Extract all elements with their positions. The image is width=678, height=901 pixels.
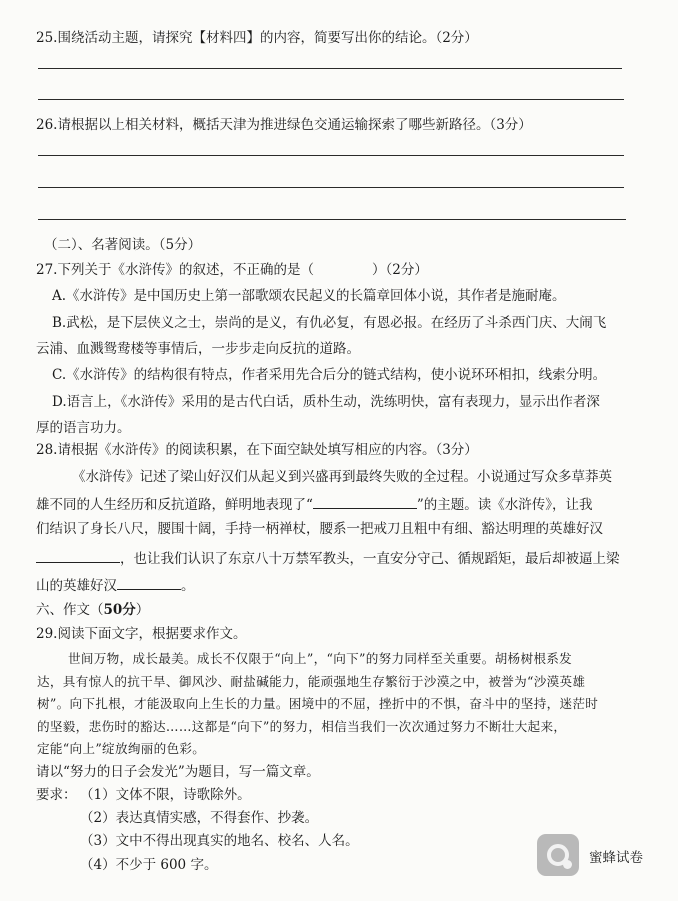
q28-paragraph-line5 bbox=[36, 575, 195, 595]
q28-paragraph-line1: 《水浒传》记述了梁山好汉们从起义到兴盛再到最终失败的全过程。小说通过写众多草莽英 bbox=[72, 469, 612, 485]
section-6-points: 50分 bbox=[103, 602, 136, 618]
q28-text: 。 bbox=[181, 578, 195, 594]
question-28: 28.请根据《水浒传》的阅读积累，在下面空缺处填写相应的内容。（3分） bbox=[36, 442, 478, 458]
essay-material-line5: 定能“向上”绽放绚丽的色彩。 bbox=[37, 741, 206, 756]
answer-line bbox=[38, 68, 622, 69]
question-27-score: ）（2分） bbox=[371, 262, 428, 278]
option-c: C.《水浒传》的结构很有特点，作者采用先合后分的链式结构，使小说环环相扣，线索分明。 bbox=[52, 367, 607, 383]
option-d-line1: D.语言上，《水浒传》采用的是古代白话，质朴生动，洗练明快，富有表现力，显示出作者深 bbox=[52, 394, 600, 410]
section-title-classics: （二）、名著阅读。（5分） bbox=[44, 237, 202, 253]
fill-blank-hero-2[interactable] bbox=[117, 575, 181, 590]
question-27-stem: 27.下列关于《水浒传》的叙述，不正确的是（ bbox=[36, 262, 314, 278]
essay-material-line3: 树”。向下扎根，才能汲取向上生长的力量。困境中的不屈，挫折中的不惧，奋斗中的坚持，迷茫时 bbox=[37, 696, 599, 711]
question-27 bbox=[36, 261, 428, 279]
option-b-line2: 云浦、血溅鸳鸯楼等事情后，一步步走向反抗的道路。 bbox=[36, 341, 360, 357]
requirements-label: 要求： bbox=[36, 787, 77, 803]
fill-blank-hero-1[interactable] bbox=[36, 548, 120, 563]
q28-text: ”的主题。读《水浒传》，让我 bbox=[416, 497, 593, 513]
q28-text: 山的英雄好汉 bbox=[36, 578, 117, 594]
essay-material-line2: 达，具有惊人的抗干旱、御风沙、耐盐碱能力，能顽强地生存繁衍于沙漠之中，被誉为“沙漠英雄 bbox=[37, 674, 586, 689]
section-6-label: 六、作文（ bbox=[36, 602, 104, 618]
answer-line bbox=[38, 219, 626, 220]
requirement-2: （2）表达真情实感，不得套作、抄袭。 bbox=[80, 810, 319, 826]
section-title-composition bbox=[36, 601, 149, 619]
q28-text: 雄不同的人生经历和反抗道路，鲜明地表现了“ bbox=[36, 497, 313, 513]
q28-paragraph-line4 bbox=[36, 548, 620, 568]
q28-text: ，也让我们认识了东京八十万禁军教头，一直安分守己、循规蹈矩，最后却被逼上梁 bbox=[120, 551, 620, 567]
option-a: A.《水浒传》是中国历史上第一部歌颂农民起义的长篇章回体小说，其作者是施耐庵。 bbox=[52, 288, 566, 304]
q28-paragraph-line3: 们结识了身长八尺，腰围十阔，手持一柄禅杖，腰系一把戒刀且粗中有细、豁达明理的英雄好汉 bbox=[36, 521, 603, 537]
requirement-3: （3）文中不得出现真实的地名、校名、人名。 bbox=[80, 833, 359, 849]
essay-material-line4: 的坚毅，悲伤时的豁达……这都是“向下”的努力，相信当我们一次次通过努力不断壮大起来， bbox=[37, 719, 567, 734]
fill-blank-theme[interactable] bbox=[313, 494, 417, 509]
option-b-line1: B.武松，是下层侠义之士，崇尚的是义，有仇必复，有恩必报。在经历了斗杀西门庆、大闹飞 bbox=[52, 315, 607, 331]
question-25: 25.围绕活动主题，请探究【材料四】的内容，简要写出你的结论。（2分） bbox=[36, 30, 478, 46]
essay-material-line1: 世间万物，成长最美。成长不仅限于“向上”，“向下”的努力同样至关重要。胡杨树根系发 bbox=[68, 651, 573, 666]
question-26: 26.请根据以上相关材料，概括天津为推进绿色交通运输探索了哪些新路径。（3分） bbox=[36, 117, 532, 133]
section-6-close: ） bbox=[135, 602, 150, 618]
option-d-line2: 厚的语言功力。 bbox=[36, 420, 131, 436]
requirement-4: （4）不少于 600 字。 bbox=[80, 857, 218, 873]
answer-line bbox=[38, 99, 624, 100]
answer-line bbox=[38, 187, 624, 188]
essay-prompt: 请以“努力的日子会发光”为题目，写一篇文章。 bbox=[36, 764, 320, 780]
requirement-1: （1）文体不限，诗歌除外。 bbox=[80, 787, 251, 803]
bee-logo-icon bbox=[537, 834, 579, 876]
question-29: 29.阅读下面文字，根据要求作文。 bbox=[36, 626, 247, 642]
q28-paragraph-line2 bbox=[36, 494, 593, 514]
watermark-brand: 蜜蜂试卷 bbox=[589, 850, 643, 866]
answer-line bbox=[38, 155, 624, 156]
